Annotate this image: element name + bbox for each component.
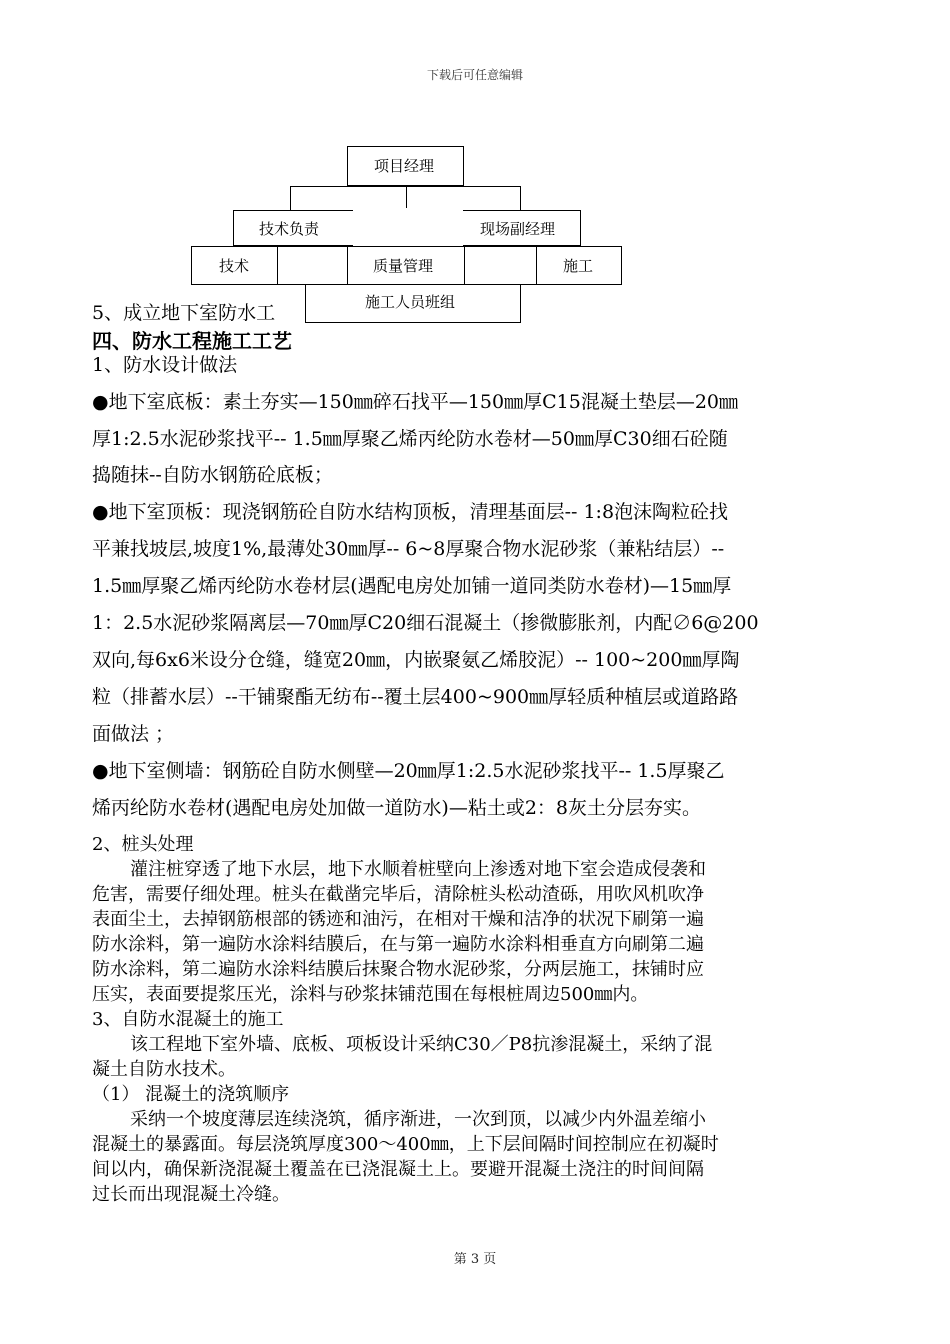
- org-label-tech-lead: 技术负责: [259, 220, 320, 238]
- selfproof-line: 该工程地下室外墙、底板、项板设计采纳C30／P8抗渗混凝土，采纳了混: [130, 1034, 713, 1055]
- connector: [233, 210, 234, 246]
- connector: [463, 210, 580, 211]
- pile-line: 表面尘土，去掉钢筋根部的锈迹和油污，在相对干燥和洁净的状况下刷第一遍: [92, 909, 704, 930]
- wall-line: 烯丙纶防水卷材(遇配电房处加做一道防水)—粘土或2：8灰土分层夯实。: [92, 797, 702, 819]
- org-label-quality: 质量管理: [373, 257, 434, 275]
- wall-line: ●地下室侧墙：钢筋砼自防水侧壁—20㎜厚1:2.5水泥砂浆找平-- 1.5厚聚乙: [92, 760, 725, 782]
- org-label-manager: 项目经理: [374, 157, 435, 175]
- pile-line: 防水涂料，第一遍防水涂料结膜后，在与第一遍防水涂料相垂直方向刷第二遍: [92, 934, 704, 955]
- connector: [233, 210, 353, 211]
- roof-line: ●地下室顶板：现浇钢筋砼自防水结构顶板，清理基面层-- 1:8泡沫陶粒砼找: [92, 501, 729, 523]
- connector: [520, 186, 521, 210]
- pile-line: 防水涂料，第二遍防水涂料结膜后抹聚合物水泥砂浆，分两层施工，抹铺时应: [92, 959, 704, 980]
- roof-line: 双向,每6x6米设分仓缝，缝宽20㎜，内嵌聚氨乙烯胶泥）-- 100~200㎜厚陶: [92, 649, 740, 671]
- pile-line: 危害，需要仔细处理。桩头在截凿完毕后，清除桩头松动渣砾，用吹风机吹净: [92, 884, 704, 905]
- connector: [406, 186, 407, 208]
- org-label-tech: 技术: [219, 257, 250, 275]
- roof-line: 平兼找坡层,坡度1%,最薄处30㎜厚-- 6~8厚聚合物水泥砂浆（兼粘结层）--: [92, 538, 725, 560]
- pour-line: 混凝土的暴露面。每层浇筑厚度300～400㎜，上下层间隔时间控制应在初凝时: [92, 1134, 719, 1155]
- roof-line: 粒（排蓄水层）--干铺聚酯无纺布--覆土层400~900㎜厚轻质种植层或道路路: [92, 686, 739, 708]
- connector: [290, 186, 291, 210]
- pour-line: 过长而出现混凝土冷缝。: [92, 1184, 290, 1205]
- subsection-3-1-heading: （1） 混凝土的浇筑顺序: [92, 1084, 290, 1105]
- roof-line: 1.5㎜厚聚乙烯丙纶防水卷材层(遇配电房处加铺一道同类防水卷材)—15㎜厚: [92, 575, 732, 597]
- connector: [347, 246, 348, 285]
- subsection-2-heading: 2、桩头处理: [92, 834, 194, 855]
- subsection-3-heading: 3、自防水混凝土的施工: [92, 1009, 284, 1030]
- item-5-text: 5、成立地下室防水工: [92, 302, 276, 324]
- pile-line: 压实，表面要提浆压光，涂料与砂浆抹铺范围在每根桩周边500㎜内。: [92, 984, 649, 1005]
- floor-line: 厚1:2.5水泥砂浆找平-- 1.5㎜厚聚乙烯丙纶防水卷材—50㎜厚C30细石砼随: [92, 428, 728, 450]
- connector: [464, 246, 465, 285]
- subsection-1-heading: 1、防水设计做法: [92, 354, 238, 376]
- floor-line: ●地下室底板：素土夯实—150㎜碎石找平—150㎜厚C15混凝土垫层—20㎜: [92, 391, 739, 413]
- roof-line: 面做法 ；: [92, 723, 175, 745]
- pour-line: 采纳一个坡度薄层连续浇筑，循序渐进，一次到顶，以减少内外温差缩小: [130, 1109, 706, 1130]
- org-label-construction: 施工: [563, 257, 594, 275]
- roof-line: 1：2.5水泥砂浆隔离层—70㎜厚C20细石混凝土（掺微膨胀剂，内配∅6@200: [92, 612, 759, 634]
- section-4-heading: 四、防水工程施工工艺: [92, 329, 292, 353]
- org-label-site-deputy: 现场副经理: [480, 220, 556, 238]
- page-footer: 第 3 页: [453, 1252, 497, 1267]
- connector: [580, 210, 581, 246]
- page-header: 下载后可任意编辑: [426, 68, 523, 82]
- connector: [536, 246, 537, 285]
- pile-line: 灌注桩穿透了地下水层，地下水顺着桩壁向上渗透对地下室会造成侵袭和: [130, 859, 706, 880]
- connector: [290, 186, 520, 187]
- selfproof-line: 凝土自防水技术。: [92, 1059, 236, 1080]
- connector: [277, 246, 278, 285]
- floor-line: 捣随抹--自防水钢筋砼底板；: [92, 464, 333, 486]
- org-label-crew: 施工人员班组: [365, 293, 456, 311]
- pour-line: 间以内，确保新浇混凝土覆盖在已浇混凝土上。要避开混凝土浇注的时间间隔: [92, 1159, 704, 1180]
